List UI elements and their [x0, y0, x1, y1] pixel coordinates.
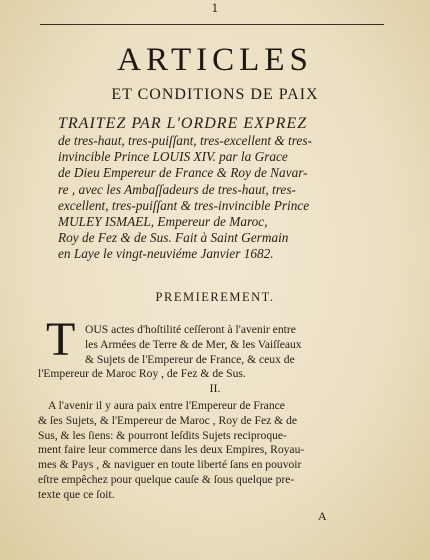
heading-line: Roy de Fez & de Sus. Fait à Saint Germain [58, 230, 289, 246]
page-number: 1 [211, 2, 219, 15]
article-line: mes & Pays , & naviguer en toute liberté ſans en pouvoir [38, 458, 302, 472]
article-line: & ſes Sujets, & l'Empereur de Maroc , Roy de Fez & de [38, 413, 298, 427]
heading-line: re , avec les Ambaſſadeurs de tres-haut, tres- [58, 181, 296, 197]
article-2 [38, 399, 378, 503]
article-line: A l'avenir il y aura paix entre l'Empereur de France [48, 399, 285, 412]
heading-line: excellent, tres-puiſſant & tres-invincible Prince [58, 197, 310, 213]
article-line: OUS actes d'hoſtilité ceſſeront à l'avenir entre [85, 323, 296, 336]
article-line: Sus, & les ſiens: & pourront leſdits Sujets reciproque- [38, 428, 287, 442]
heading-line: TRAITEZ PAR L'ORDRE EXPREZ [58, 115, 308, 132]
article-1 [38, 323, 378, 382]
header-rule [40, 24, 384, 25]
article-line: les Armées de Terre & de Mer, & les Vaiſſeaux [85, 337, 302, 351]
article-line: ment faire leur commerce dans les deux Empires, Royau- [38, 443, 305, 457]
document-title: ARTICLES [117, 42, 313, 78]
catchword: A [318, 509, 327, 523]
heading-line: en Laye le vingt-neuviéme Janvier 1682. [58, 246, 274, 262]
heading-line: de tres-haut, tres-puiſſant, tres-excellent & tres- [58, 133, 312, 148]
drop-cap: T [46, 313, 76, 366]
article-line: l'Empereur de Maroc Roy , de Fez & de Sus. [38, 367, 246, 381]
article-number: II. [209, 381, 221, 395]
article-line: texte que ce ſoit. [38, 487, 115, 501]
article-line: eſtre empêchez pour quelque cauſe & ſous quelque pre- [38, 472, 295, 486]
treaty-heading [58, 114, 378, 263]
document-subtitle: ET CONDITIONS DE PAIX [111, 86, 319, 103]
heading-line: invincible Prince LOUIS XIV. par la Grace [58, 149, 288, 165]
heading-line: de Dieu Empereur de France & Roy de Navar- [58, 165, 308, 181]
section-heading: PREMIEREMENT. [155, 290, 275, 304]
heading-line: MULEY ISMAEL, Empereur de Maroc, [58, 214, 268, 230]
article-line: & Sujets de l'Empereur de France, & ceux de [85, 352, 295, 366]
